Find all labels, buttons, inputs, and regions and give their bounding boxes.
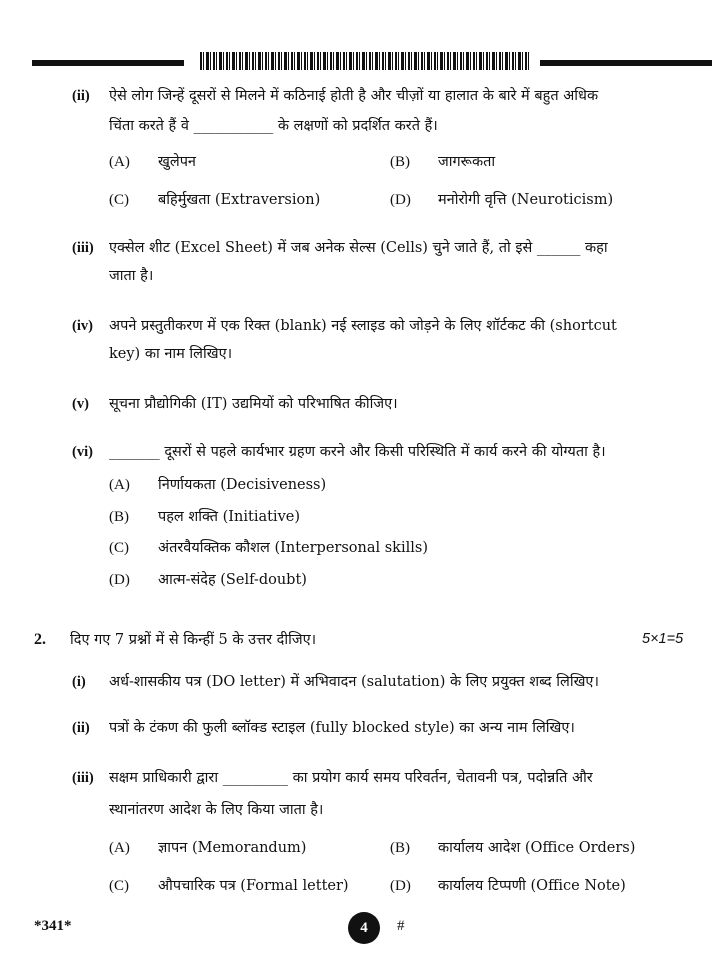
- option-text: ज्ञापन (Memorandum): [158, 840, 307, 856]
- question-number: (iv): [72, 318, 93, 334]
- option-text: मनोरोगी वृत्ति (Neuroticism): [438, 192, 614, 208]
- question-text: key) का नाम लिखिए।: [109, 346, 233, 362]
- question-number: 2.: [34, 631, 46, 648]
- option-label: (D): [390, 192, 411, 208]
- option-label: (D): [390, 878, 411, 894]
- option-label: (D): [109, 572, 130, 588]
- option-label: (A): [109, 477, 130, 493]
- question-number: (ii): [72, 720, 90, 736]
- option-label: (A): [109, 154, 130, 170]
- question-number: (vi): [72, 444, 93, 460]
- question-text: _______ दूसरों से पहले कार्यभार ग्रहण करने और किसी परिस्थिति में कार्य करने की योग्यता है।: [109, 444, 606, 460]
- question-number: (v): [72, 396, 89, 412]
- question-text: चिंता करते हैं वे ___________ के लक्षणों को प्रदर्शित करते हैं।: [109, 118, 438, 134]
- option-text: औपचारिक पत्र (Formal letter): [158, 878, 349, 894]
- question-number: (ii): [72, 88, 90, 104]
- page-number: 4: [348, 912, 380, 944]
- header-rule-right: [540, 60, 712, 66]
- question-text: ऐसे लोग जिन्हें दूसरों से मिलने में कठिनाई होती है और चीज़ों या हालात के बारे में बहुत अधिक: [109, 88, 599, 104]
- question-text: सूचना प्रौद्योगिकी (IT) उद्यमियों को परिभाषित कीजिए।: [109, 396, 398, 412]
- option-text: पहल शक्ति (Initiative): [158, 509, 301, 525]
- question-text: एक्सेल शीट (Excel Sheet) में जब अनेक सेल्स (Cells) चुने जाते हैं, तो इसे ______ कहा: [109, 240, 608, 256]
- option-text: खुलेपन: [158, 154, 196, 170]
- marks-allotment: 5×1=5: [642, 631, 684, 647]
- option-label: (B): [109, 509, 129, 525]
- question-number: (iii): [72, 240, 94, 256]
- option-text: आत्म-संदेह (Self-doubt): [158, 572, 307, 588]
- question-text: स्थानांतरण आदेश के लिए किया जाता है।: [109, 802, 324, 818]
- question-number: (iii): [72, 770, 94, 786]
- question-text: अपने प्रस्तुतीकरण में एक रिक्त (blank) नई स्लाइड को जोड़ने के लिए शॉर्टकट की (shortcut: [109, 318, 617, 334]
- option-label: (C): [109, 192, 129, 208]
- option-label: (B): [390, 154, 410, 170]
- header-rule-left: [32, 60, 184, 66]
- option-label: (B): [390, 840, 410, 856]
- option-text: जागरूकता: [438, 154, 496, 170]
- option-text: बहिर्मुखता (Extraversion): [158, 192, 321, 208]
- option-label: (C): [109, 878, 129, 894]
- question-text: दिए गए 7 प्रश्नों में से किन्हीं 5 के उत्तर दीजिए।: [70, 632, 317, 648]
- barcode: [200, 52, 530, 70]
- paper-code: *341*: [34, 918, 72, 934]
- option-text: कार्यालय आदेश (Office Orders): [438, 840, 636, 856]
- question-text: जाता है।: [109, 268, 154, 284]
- question-text: पत्रों के टंकण की फुली ब्लॉक्ड स्टाइल (fully blocked style) का अन्य नाम लिखिए।: [109, 720, 575, 736]
- hash-mark: #: [397, 918, 405, 934]
- question-number: (i): [72, 674, 86, 690]
- question-text: अर्ध-शासकीय पत्र (DO letter) में अभिवादन (salutation) के लिए प्रयुक्त शब्द लिखिए।: [109, 674, 599, 690]
- option-label: (A): [109, 840, 130, 856]
- option-text: अंतरवैयक्तिक कौशल (Interpersonal skills): [158, 540, 428, 556]
- option-text: कार्यालय टिप्पणी (Office Note): [438, 878, 626, 894]
- question-text: सक्षम प्राधिकारी द्वारा _________ का प्रयोग कार्य समय परिवर्तन, चेतावनी पत्र, पदोन्नति और: [109, 770, 593, 786]
- option-label: (C): [109, 540, 129, 556]
- option-text: निर्णायकता (Decisiveness): [158, 477, 327, 493]
